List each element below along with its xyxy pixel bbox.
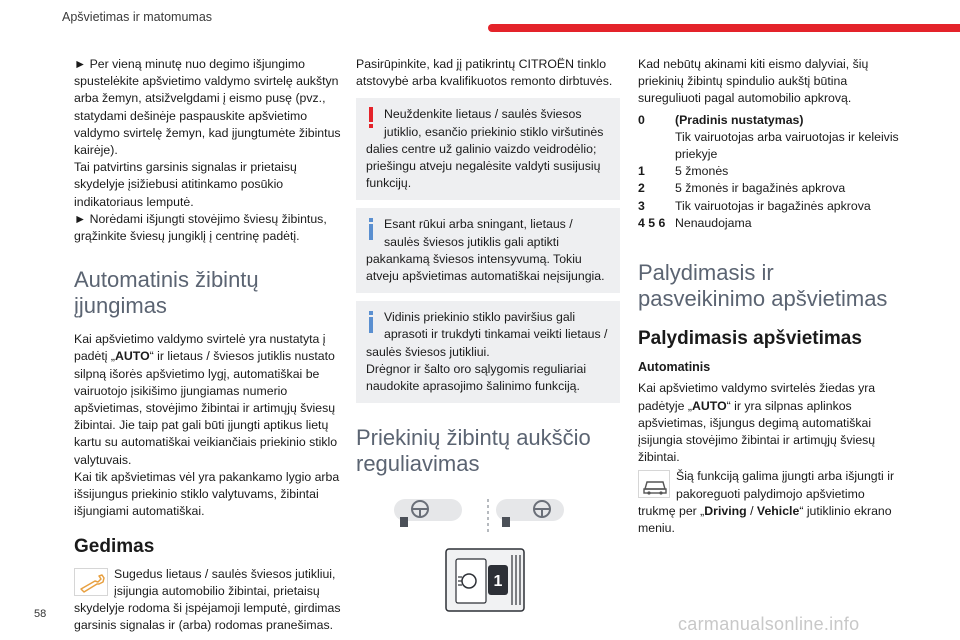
info-box: Vidinis priekinio stiklo paviršius gali aprasoti ir trukdyti tinkamai veikti lietaus / saulės šviesos jutikliui. Drėgnor ir šalto oro sąlygomis reguliariai naudokite aprasojimo šalinimo funkciją. [356, 301, 620, 403]
page-header [0, 0, 960, 34]
paragraph: Kai tik apšvietimas vėl yra pakankamo lygio arba išsijungus priekinio stiklo valytuvams, žibintai išjungiami automatiškai. [74, 469, 340, 519]
car-settings-icon [638, 470, 670, 498]
heading-auto-lighting: Automatinis žibintų įjungimas [74, 267, 259, 319]
column-3 [638, 56, 904, 537]
paragraph: Kad nebūtų akinami kiti eismo dalyviai, šių priekinių žibintų spindulio aukštį būtina sureguliuoti pagal automobilio apkrovą. [638, 57, 869, 106]
list-item: 0 (Pradinis nustatymas) Tik vairuotojas arba vairuotojas ir keleivis priekyje [638, 112, 899, 162]
wrench-warning-icon [74, 568, 108, 596]
paragraph: ► Per vieną minutę nuo degimo išjungimo spustelėkite apšvietimo valdymo svirtelę aukštyn arba žemyn, atsižvelgdami į eismo pusę (pvz., statydami dešinėje paspauskite apšvietimo valdymo svirtelę žemyn, kad įjungtumėte žibintus kairėje). [74, 57, 341, 158]
paragraph: Pasirūpinkite, kad jį patikrintų CITROËN tinklo atstovybė arba kvalifikuotos remonto dirbtuvės. [356, 57, 613, 89]
watermark: carmanualsonline.info [678, 614, 860, 634]
headlamp-level-figure [356, 495, 620, 625]
column-1 [74, 56, 342, 634]
list-item: 2 5 žmonės ir bagažinės apkrova [638, 181, 846, 196]
page-number: 58 [34, 608, 47, 620]
headlamp-thumbwheel-icon [446, 549, 524, 611]
left-hand-drive-icon [394, 499, 462, 527]
heading-automatic: Automatinis [638, 360, 711, 375]
right-hand-drive-icon [496, 499, 564, 527]
paragraph: Kai apšvietimo valdymo svirtelė yra nustatyta į padėtį „AUTO“ ir lietaus / šviesos jutiklis nustato silpną išorės apšvietimo lygį, automatiškai be vairuotojo įsikišimo įjungiamas numerio apšvietimas, stovėjimo žibintai ir artimųjų šviesų žibintai. Jie taip pat gali būti įjungti aptikus lietų kartu su automatiškai veikiančiais priekinio stiklo valytuvais. [74, 332, 338, 467]
list-item: 4 5 6 Nenaudojama [638, 215, 752, 230]
warning-exclamation-icon [366, 107, 376, 129]
heading-guide-sub: Palydimasis apšvietimas [638, 328, 862, 350]
thumbwheel-position-label: 1 [493, 573, 503, 591]
paragraph: Kai apšvietimo valdymo svirtelės žiedas yra padėtyje „AUTO“ ir yra silpnas aplinkos apšvietimas, išjungus degimą automatiškai įsijungia stovėjimo žibintai ir artimųjų šviesų žibintai. [638, 381, 876, 465]
list-item: 1 5 žmonės [638, 164, 729, 179]
fault-note: Sugedus lietaus / saulės šviesos jutikliui, įsijungia automobilio žibintai, prietaisų skydelyje rodoma ši įspėjamoji lemputė, girdimas garsinis signalas ir (arba) rodomas pranešimas. [74, 566, 341, 633]
heading-headlamp-level: Priekinių žibintų aukščio reguliavimas [356, 425, 591, 477]
paragraph: Tai patvirtins garsinis signalas ir prietaisų skydelyje įsižiebusi atitinkamo posūkio indikatoriaus lemputė. [74, 160, 297, 209]
section-title: Apšvietimas ir matomumas [62, 10, 213, 24]
info-i-icon [366, 311, 376, 333]
column-2 [356, 56, 620, 625]
heading-guide-lighting: Palydimasis ir pasveikinimo apšvietimas [638, 260, 888, 312]
load-settings-list [638, 112, 904, 232]
headlamp-diagram [356, 495, 620, 625]
setting-note: Šią funkciją galima įjungti arba išjungti ir pakoreguoti palydimojo apšvietimo trukmę per „Driving / Vehicle“ jutiklinio ekrano meniu. [638, 469, 895, 536]
heading-fault: Gedimas [74, 536, 155, 558]
warning-box: Neuždenkite lietaus / saulės šviesos jutiklio, esančio priekinio stiklo viršutinės dalies centre už galinio vaizdo veidrodėlio; priešingu atveju negalėsite valdyti susijusių funkcijų. [356, 98, 620, 200]
info-box: Esant rūkui arba sningant, lietaus / saulės šviesos jutiklis gali aptikti pakankamą šviesos intensyvumą. Tokiu atveju apšvietimas automatiškai neįsijungia. [356, 208, 620, 293]
header-accent-bar [488, 24, 960, 32]
list-item: 3 Tik vairuotojas ir bagažinės apkrova [638, 198, 871, 213]
info-i-icon [366, 218, 376, 240]
paragraph: ► Norėdami išjungti stovėjimo šviesų žibintus, grąžinkite šviesų jungiklį į centrinę padėtį. [74, 211, 327, 244]
